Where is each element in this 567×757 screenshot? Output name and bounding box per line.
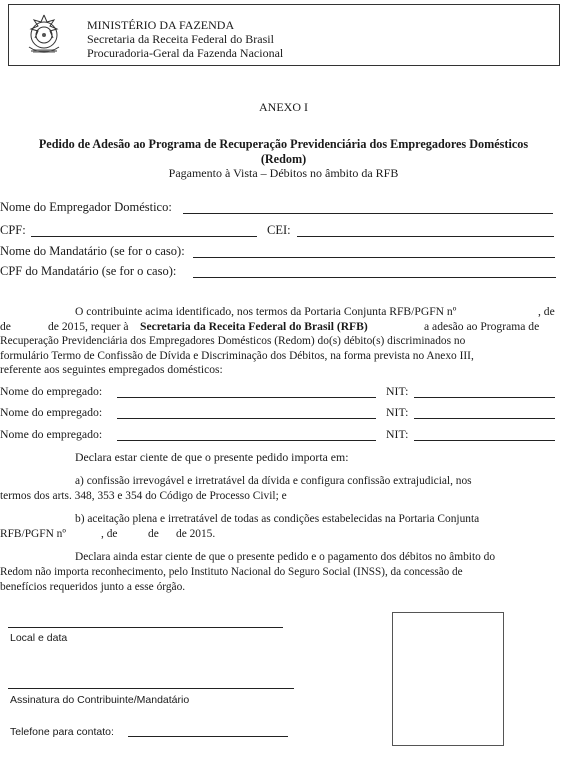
cei-field[interactable] (297, 236, 554, 237)
place-date-label: Local e data (10, 632, 68, 644)
declaration-c-line2: Redom não importa reconhecimento, pelo Instituto Nacional do Seguro Social (INSS), da concessão de (0, 566, 463, 578)
paragraph1-line2-year: de 2015, requer à (48, 320, 129, 333)
form-subtitle: Pagamento à Vista – Débitos no âmbito da RFB (168, 166, 399, 180)
employee-3-label: Nome do empregado: (0, 427, 103, 441)
declaration-b-line2-de2: de (148, 528, 159, 540)
signature-label: Assinatura do Contribuinte/Mandatário (10, 694, 190, 706)
employee-2-nit-label: NIT: (386, 405, 409, 419)
employee-3-name-field[interactable] (117, 440, 376, 441)
employee-1-label: Nome do empregado: (0, 384, 103, 398)
agent-cpf-label: CPF do Mandatário (se for o caso): (0, 264, 177, 278)
declaration-intro: Declara estar ciente de que o presente pedido importa em: (75, 450, 349, 464)
paragraph1-line4: formulário Termo de Confissão de Dívida e Discriminação dos Débitos, na forma prevista no Anexo III, (0, 350, 474, 362)
agent-name-label: Nome do Mandatário (se for o caso): (0, 244, 185, 258)
agent-name-field[interactable] (193, 257, 555, 258)
phone-field[interactable] (128, 736, 288, 737)
paragraph1-rfb-bold: Secretaria da Receita Federal do Brasil (RFB) (140, 320, 368, 333)
employee-1-nit-label: NIT: (386, 384, 409, 398)
employee-2-name-field[interactable] (117, 418, 376, 419)
place-date-field[interactable] (8, 627, 283, 628)
cpf-label: CPF: (0, 223, 26, 237)
employer-name-field[interactable] (183, 213, 553, 214)
annex-label: ANEXO I (259, 100, 308, 114)
paragraph1-line1-date: , de (538, 305, 555, 318)
form-title-redom: (Redom) (260, 152, 307, 166)
coat-of-arms-icon (19, 11, 69, 61)
paragraph1-line3: Recuperação Previdenciária dos Empregadores Domésticos (Redom) do(s) débito(s) discriminados no (0, 335, 466, 347)
form-title: Pedido de Adesão ao Programa de Recuperação Previdenciária dos Empregadores Domésticos (38, 137, 529, 151)
declaration-b-line2-portaria: RFB/PGFN nº (0, 528, 66, 540)
paragraph1-line2-end: a adesão ao Programa de (424, 320, 540, 333)
cei-label: CEI: (267, 223, 291, 237)
employee-1-nit-field[interactable] (414, 397, 555, 398)
employee-2-nit-field[interactable] (414, 418, 555, 419)
cpf-field[interactable] (31, 236, 257, 237)
employee-3-nit-field[interactable] (414, 440, 555, 441)
employee-2-label: Nome do empregado: (0, 405, 103, 419)
employee-1-name-field[interactable] (117, 397, 376, 398)
employee-3-nit-label: NIT: (386, 427, 409, 441)
declaration-b-line2-de1: , de (101, 528, 118, 540)
declaration-a-line2: termos dos arts. 348, 353 e 354 do Código de Processo Civil; e (0, 490, 287, 502)
declaration-c-line3: benefícios requeridos junto a esse órgão. (0, 581, 186, 593)
paragraph1-line5: referente aos seguintes empregados domésticos: (0, 363, 223, 376)
secretariat-name: Secretaria da Receita Federal do Brasil (87, 32, 274, 46)
agent-cpf-field[interactable] (193, 277, 556, 278)
declaration-b-line1: b) aceitação plena e irretratável de todas as condições estabelecidas na Portaria Conjunta (75, 513, 480, 525)
paragraph1-line1: O contribuinte acima identificado, nos termos da Portaria Conjunta RFB/PGFN nº (75, 305, 457, 318)
declaration-a-line1: a) confissão irrevogável e irretratável da dívida e configura confissão extrajudicial, nos (75, 475, 472, 487)
protocol-stamp-box (392, 612, 504, 746)
paragraph1-line2-de: de (0, 320, 11, 333)
ministry-name: MINISTÉRIO DA FAZENDA (87, 18, 235, 32)
header-box (8, 4, 560, 66)
declaration-b-line2-year: de 2015. (176, 528, 216, 540)
signature-field[interactable] (8, 688, 294, 689)
employer-name-label: Nome do Empregador Doméstico: (0, 200, 172, 214)
declaration-c-line1: Declara ainda estar ciente de que o presente pedido e o pagamento dos débitos no âmbito do (75, 551, 496, 563)
procuradoria-name: Procuradoria-Geral da Fazenda Nacional (87, 46, 284, 60)
phone-label: Telefone para contato: (10, 726, 114, 738)
